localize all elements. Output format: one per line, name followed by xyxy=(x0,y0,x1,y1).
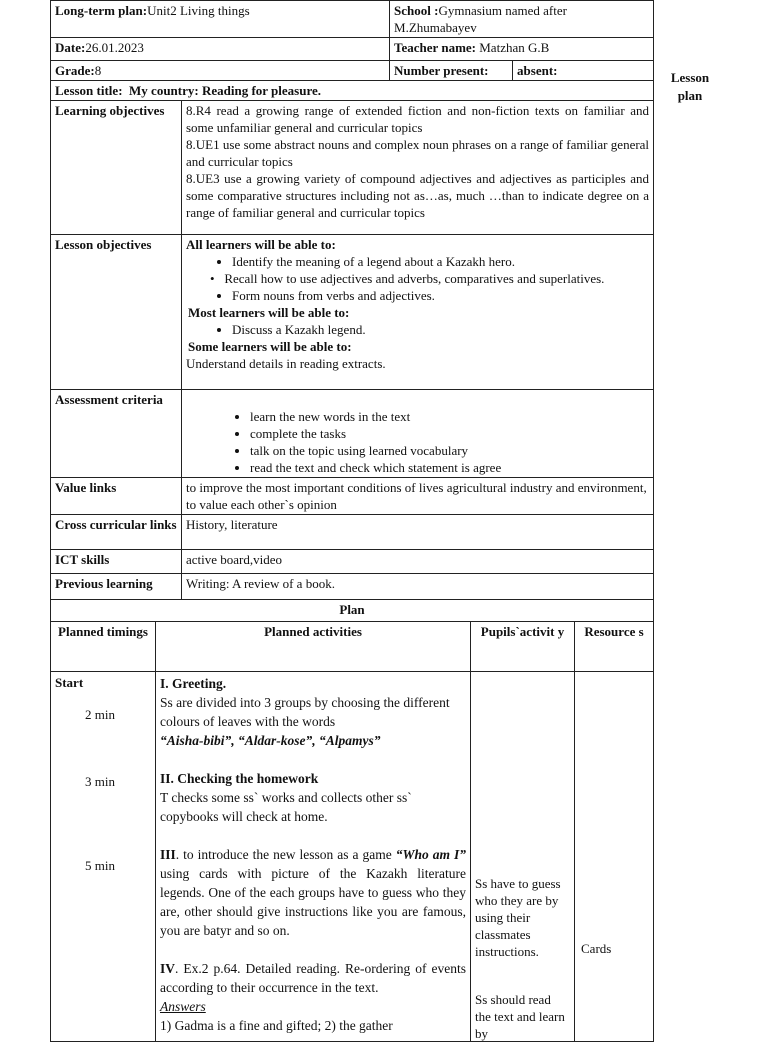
list-item-wrapped: • Recall how to use adjectives and adverbs, comparatives and superlatives. xyxy=(210,271,605,286)
resources-cell xyxy=(575,672,654,1042)
greeting-heading: I. Greeting. xyxy=(160,676,227,691)
school-cell: School :Gymnasium named after M.Zhumabayev xyxy=(390,1,654,38)
lesson-plan-document xyxy=(50,0,653,1042)
answers-text: 1) Gadma is a fine and gifted; 2) the gather xyxy=(160,1018,393,1033)
pupils-activity-text: Ss have to guess who they are by using their classmates instructions. xyxy=(475,876,561,959)
group-words: “Aisha-bibi”, “Aldar-kose”, “Alpamys” xyxy=(160,733,381,748)
assessment-criteria-label: Assessment criteria xyxy=(51,390,182,478)
planned-timings-header: Planned timings xyxy=(51,622,156,672)
all-learners-heading: All learners will be able to: xyxy=(186,237,336,252)
lesson-plan-side-label: Lesson plan xyxy=(670,70,710,103)
time-label: 2 min xyxy=(85,707,115,722)
some-learners-text: Understand details in reading extracts. xyxy=(186,356,386,371)
value-links-content: to improve the most important conditions of lives agricultural industry and environment, to value each other`s opinion xyxy=(182,478,654,515)
reading-task-text: IV. Ex.2 p.64. Detailed reading. Re-ordering of events according to their occurrence in the text. xyxy=(160,961,466,995)
lesson-objectives-content xyxy=(182,235,654,390)
some-learners-heading: Some learners will be able to: xyxy=(188,339,352,354)
resources-text: Cards xyxy=(581,941,612,956)
learning-objectives-label: Learning objectives xyxy=(51,101,182,235)
pupils-activity-cell xyxy=(471,672,575,1042)
time-label: 3 min xyxy=(85,774,115,789)
plan-table xyxy=(50,599,654,1042)
learning-objectives-content xyxy=(182,101,654,235)
list-item: • read the text and check which statement is agree xyxy=(250,459,649,476)
cross-curricular-label: Cross curricular links xyxy=(51,515,182,550)
cross-curricular-content: History, literature xyxy=(182,515,654,550)
most-learners-heading: Most learners will be able to: xyxy=(188,305,350,320)
previous-learning-label: Previous learning xyxy=(51,574,182,600)
grade-cell: Grade:8 xyxy=(51,61,390,81)
answers-label: Answers xyxy=(160,999,206,1014)
pupils-activity-header: Pupils`activit y xyxy=(471,622,575,672)
plan-title: Plan xyxy=(51,600,654,622)
long-term-plan-cell: Long-term plan:Unit2 Living things xyxy=(51,1,390,38)
start-label: Start xyxy=(55,675,84,690)
list-item: • learn the new words in the text xyxy=(250,408,649,425)
new-lesson-text: III. to introduce the new lesson as a game “Who am I” using cards with picture of the Kazakh literature legends. One of the each groups have to guess who they are, other should give instructions like you are famous, you are batyr and so on. xyxy=(160,847,466,938)
homework-heading: II. Checking the homework xyxy=(160,771,319,786)
lesson-info-table xyxy=(50,0,654,600)
timings-cell xyxy=(51,672,156,1042)
pupils-activity-text-2: Ss should read the text and learn by xyxy=(475,992,565,1041)
list-item: • Discuss a Kazakh legend. xyxy=(232,321,649,338)
homework-text: T checks some ss` works and collects other ss` copybooks will check at home. xyxy=(160,790,412,824)
ict-skills-content: active board,video xyxy=(182,550,654,574)
objective-item: 8.R4 read a growing range of extended fiction and non-fiction texts on familiar and some unfamiliar general and curricular topics xyxy=(186,103,650,135)
teacher-name-cell: Teacher name: Matzhan G.B xyxy=(390,38,654,61)
value-links-label: Value links xyxy=(51,478,182,515)
lesson-title-cell: Lesson title: My country: Reading for pleasure. xyxy=(51,81,654,101)
list-item: • complete the tasks xyxy=(250,425,649,442)
objective-item: 8.UE1 use some abstract nouns and complex noun phrases on a range of familiar general and curricular topics xyxy=(186,137,650,169)
resources-header: Resource s xyxy=(575,622,654,672)
objective-item: 8.UE3 use a growing variety of compound adjectives and adjectives as participles and some comparative structures including not as…as, much …than to indicate degree on a range of familiar general and curricular topics xyxy=(186,171,650,220)
assessment-criteria-content xyxy=(182,390,654,478)
number-present-cell: Number present: xyxy=(390,61,513,81)
list-item: • Form nouns from verbs and adjectives. xyxy=(232,287,649,304)
greeting-text: Ss are divided into 3 groups by choosing the different colours of leaves with the words xyxy=(160,695,450,729)
list-item: • talk on the topic using learned vocabulary xyxy=(250,442,649,459)
list-item: • Identify the meaning of a legend about a Kazakh hero. xyxy=(232,253,649,270)
planned-activities-header: Planned activities xyxy=(156,622,471,672)
previous-learning-content: Writing: A review of a book. xyxy=(182,574,654,600)
lesson-objectives-label: Lesson objectives xyxy=(51,235,182,390)
date-cell: Date:26.01.2023 xyxy=(51,38,390,61)
absent-cell: absent: xyxy=(513,61,654,81)
time-label: 5 min xyxy=(85,858,115,873)
ict-skills-label: ICT skills xyxy=(51,550,182,574)
activities-cell xyxy=(156,672,471,1042)
